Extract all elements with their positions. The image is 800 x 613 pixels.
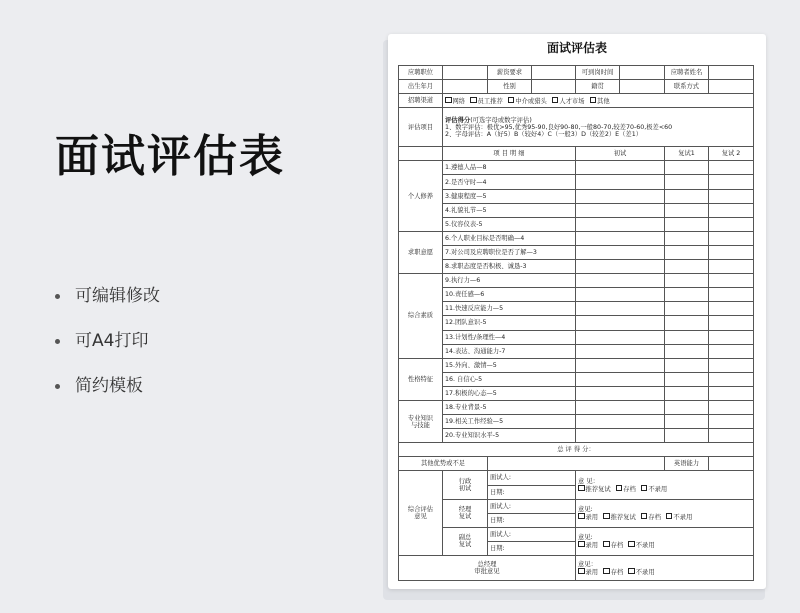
option-checkbox[interactable] (628, 542, 654, 549)
score-cell[interactable] (709, 415, 754, 429)
item-label: 18.专业背景-5 (443, 400, 576, 414)
score-cell[interactable] (576, 203, 665, 217)
checkbox-icon (590, 97, 597, 104)
score-cell[interactable] (576, 386, 665, 400)
text-label: 录用 (585, 513, 599, 521)
item-label: 12.团队意识-5 (443, 316, 576, 330)
channel-option[interactable] (470, 98, 503, 105)
date-field[interactable]: 日期: (488, 485, 576, 499)
field-value[interactable] (709, 66, 754, 80)
score-cell[interactable] (665, 415, 709, 429)
opinion-label (399, 471, 443, 556)
score-cell[interactable] (665, 260, 709, 274)
opinion-row (399, 527, 754, 541)
field-value[interactable] (532, 66, 576, 80)
form-title: 面试评估表 (546, 41, 607, 55)
score-cell[interactable] (576, 245, 665, 259)
score-cell[interactable] (665, 245, 709, 259)
checkbox-icon (578, 485, 585, 492)
checkbox-icon (641, 485, 648, 492)
score-cell[interactable] (665, 175, 709, 189)
text-label: 存档 (623, 485, 636, 493)
score-cell[interactable] (709, 245, 754, 259)
score-cell[interactable] (576, 217, 665, 231)
interviewer-field[interactable]: 面试人: (488, 527, 576, 541)
field-label: 可到岗时间 (576, 66, 620, 80)
field-value[interactable] (443, 80, 488, 94)
checkbox-icon (603, 541, 610, 548)
score-cell[interactable] (576, 330, 665, 344)
field-label: 性别 (488, 80, 532, 94)
channel-label: 招聘渠道 (399, 94, 443, 108)
item-label: 11.快速反应能力—5 (443, 302, 576, 316)
text-label: 审批意见 (474, 568, 500, 575)
item-row (399, 302, 754, 316)
text-label: 存档 (648, 513, 661, 521)
round-label (443, 499, 488, 527)
item-label: 10.责任感—6 (443, 288, 576, 302)
item-row (399, 386, 754, 400)
option-checkbox[interactable] (666, 514, 692, 521)
item-row (399, 288, 754, 302)
field-value[interactable] (620, 66, 665, 80)
text-label: 员工推荐 (477, 97, 503, 105)
item-row (399, 344, 754, 358)
text-label: 综合评估 (407, 506, 434, 514)
score-cell[interactable] (665, 372, 709, 386)
item-row (399, 358, 754, 372)
checkbox-icon (552, 97, 559, 104)
item-label: 1.遵德人品—8 (443, 161, 576, 175)
item-row (399, 189, 754, 203)
item-label: 13.计划性/条理性—4 (443, 330, 576, 344)
score-cell[interactable] (665, 288, 709, 302)
score-cell[interactable] (576, 189, 665, 203)
field-value[interactable] (620, 80, 665, 94)
item-row (399, 203, 754, 217)
item-row (399, 429, 754, 443)
channel-row (399, 94, 754, 108)
score-cell[interactable] (665, 344, 709, 358)
score-cell[interactable] (709, 316, 754, 330)
group-label: 综合素质 (399, 274, 443, 359)
score-cell[interactable] (576, 429, 665, 443)
checkbox-icon (628, 568, 635, 575)
interviewer-field[interactable]: 面试人: (488, 471, 576, 485)
field-value[interactable] (532, 80, 576, 94)
checkbox-icon (578, 513, 585, 520)
date-field[interactable]: 日期: (488, 513, 576, 527)
item-row (399, 274, 754, 288)
text-label: 存档 (610, 568, 624, 576)
item-row (399, 415, 754, 429)
text-label: 意见： (578, 560, 597, 568)
option-checkbox[interactable] (616, 486, 636, 493)
column-header: 项 目 明 细 (443, 147, 576, 161)
option-checkbox[interactable] (603, 514, 636, 521)
score-cell[interactable] (709, 330, 754, 344)
field-label: 薪资要求 (488, 66, 532, 80)
text-label: 与技能 (411, 421, 430, 429)
text-label: 不录用 (648, 485, 668, 493)
field-label: 联系方式 (665, 80, 709, 94)
form-paper (388, 34, 766, 589)
text-label: 总经理 (477, 561, 497, 568)
option-checkbox[interactable] (628, 569, 654, 576)
feature-item: 可A4打印 (55, 330, 160, 352)
round-opinion (576, 499, 754, 527)
group-label: 性格特征 (399, 358, 443, 400)
text-label: 意见: (578, 533, 593, 541)
score-cell[interactable] (665, 330, 709, 344)
text-label: 其他 (597, 97, 610, 105)
eval-note (443, 108, 754, 147)
field-label: 应聘者姓名 (665, 66, 709, 80)
item-label: 14.表达、沟通能力-7 (443, 344, 576, 358)
score-cell[interactable] (709, 260, 754, 274)
item-row (399, 400, 754, 414)
column-header: 初试 (576, 147, 665, 161)
channel-options (443, 94, 754, 108)
text-label: 评估得分 (445, 116, 471, 124)
interviewer-field[interactable]: 面试人: (488, 499, 576, 513)
score-cell[interactable] (665, 217, 709, 231)
score-cell[interactable] (709, 358, 754, 372)
item-label: 4.礼貌礼节—5 (443, 203, 576, 217)
field-value[interactable] (443, 66, 488, 80)
score-cell[interactable] (709, 344, 754, 358)
item-row (399, 316, 754, 330)
score-cell[interactable] (709, 302, 754, 316)
score-cell[interactable] (709, 217, 754, 231)
group-label: 个人修养 (399, 161, 443, 231)
info-row (399, 80, 754, 94)
option-checkbox[interactable] (578, 542, 598, 549)
field-label: 籍贯 (576, 80, 620, 94)
option-checkbox[interactable] (578, 569, 598, 576)
text-label: 行政 (458, 478, 472, 486)
channel-option[interactable] (590, 98, 610, 105)
score-cell[interactable] (576, 316, 665, 330)
score-cell[interactable] (665, 231, 709, 245)
score-cell[interactable] (709, 429, 754, 443)
option-checkbox[interactable] (578, 514, 598, 521)
checkbox-icon (603, 513, 610, 520)
score-cell[interactable] (665, 316, 709, 330)
text-label: 录用 (585, 568, 599, 576)
item-label: 17.积极的心态—5 (443, 386, 576, 400)
score-cell[interactable] (665, 302, 709, 316)
eval-note-row (399, 108, 754, 147)
item-row (399, 161, 754, 175)
score-cell[interactable] (665, 189, 709, 203)
other-label: 其他优势或不足 (399, 457, 488, 471)
text-label: 不录用 (673, 513, 693, 521)
score-cell[interactable] (576, 260, 665, 274)
channel-option[interactable] (508, 98, 547, 105)
item-label: 2.是否守时—4 (443, 175, 576, 189)
item-label: 9.执行力—6 (443, 274, 576, 288)
checkbox-icon (508, 97, 515, 104)
round-label (443, 527, 488, 555)
item-label: 5.仪容仪表-5 (443, 217, 576, 231)
score-cell[interactable] (576, 344, 665, 358)
item-label: 16. 自信心-5 (443, 372, 576, 386)
score-cell[interactable] (709, 161, 754, 175)
option-checkbox[interactable] (603, 542, 623, 549)
text-label: 录用 (585, 541, 599, 549)
text-label: 推荐复试 (585, 485, 611, 493)
page-heading: 面试评估表 (55, 131, 285, 182)
item-row (399, 330, 754, 344)
score-cell[interactable] (665, 429, 709, 443)
item-label: 15.外向、激情—5 (443, 358, 576, 372)
score-cell[interactable] (709, 231, 754, 245)
field-value[interactable] (709, 80, 754, 94)
checkbox-icon (616, 485, 623, 492)
score-cell[interactable] (665, 274, 709, 288)
item-label: 20.专业知识水平-5 (443, 429, 576, 443)
checkbox-icon (666, 513, 673, 520)
score-cell[interactable] (709, 203, 754, 217)
item-label: 7.对公司及应聘职位是否了解—3 (443, 245, 576, 259)
text-label: 1、数字评估：极优>95,优秀95-90,良好90-80,一般80-70,较差70-60,极差<60 (445, 123, 673, 131)
score-cell[interactable] (665, 203, 709, 217)
item-label: 6.个人职业目标是否明确—4 (443, 231, 576, 245)
score-cell[interactable] (576, 415, 665, 429)
round-opinion (576, 471, 754, 499)
text-label: 经理 (458, 506, 472, 514)
item-label: 3.健康程度—5 (443, 189, 576, 203)
text-label: 副总 (458, 534, 472, 542)
item-row (399, 372, 754, 386)
text-label: 人才市场 (559, 97, 585, 105)
option-checkbox[interactable] (641, 514, 661, 521)
score-cell[interactable] (665, 386, 709, 400)
feature-item: 简约模板 (55, 375, 160, 397)
item-row (399, 175, 754, 189)
item-label: 19.相关工作经验—5 (443, 415, 576, 429)
text-label: (可选字母或数字评估) (470, 116, 532, 124)
english-value[interactable] (709, 457, 754, 471)
score-cell[interactable] (709, 175, 754, 189)
score-cell[interactable] (665, 161, 709, 175)
item-label: 8.求职态度是否积极、诚恳-3 (443, 260, 576, 274)
round-label (443, 471, 488, 499)
score-cell[interactable] (576, 231, 665, 245)
text-label: 中介或猎头 (515, 97, 547, 105)
checkbox-icon (578, 568, 585, 575)
text-label: 专业知识 (407, 414, 434, 422)
text-label: 不录用 (635, 568, 655, 576)
item-row (399, 260, 754, 274)
score-cell[interactable] (576, 274, 665, 288)
item-row (399, 245, 754, 259)
score-cell[interactable] (665, 358, 709, 372)
text-label: 初试 (458, 485, 472, 493)
checkbox-icon (628, 541, 635, 548)
score-cell[interactable] (709, 372, 754, 386)
score-cell[interactable] (709, 274, 754, 288)
date-field[interactable]: 日期: (488, 541, 576, 555)
channel-option[interactable] (552, 98, 585, 105)
text-label: 意见: (578, 505, 593, 513)
column-header: 复试1 (665, 147, 709, 161)
text-label: 意 见： (578, 477, 599, 485)
score-cell[interactable] (576, 175, 665, 189)
gm-opinion (576, 556, 754, 581)
group-label: 求职意愿 (399, 231, 443, 273)
info-row (399, 66, 754, 80)
other-value[interactable] (488, 457, 665, 471)
score-cell[interactable] (709, 386, 754, 400)
text-label: 复试 (458, 541, 472, 549)
text-label: 推荐复试 (610, 513, 636, 521)
checkbox-icon (445, 97, 452, 104)
text-label: 意见 (414, 513, 427, 521)
opinion-row (399, 499, 754, 513)
score-cell[interactable] (576, 288, 665, 302)
option-checkbox[interactable] (641, 486, 667, 493)
score-cell[interactable] (709, 189, 754, 203)
item-row (399, 217, 754, 231)
score-cell[interactable] (576, 358, 665, 372)
checkbox-icon (603, 568, 610, 575)
text-label: 2、字母评估：A（好5）B（较好4）C（一般3）D（较差2）E（差1） (445, 130, 643, 138)
text-label: 网络 (452, 97, 466, 105)
total-score-label: 总 评 得 分： (399, 443, 754, 457)
checkbox-icon (470, 97, 477, 104)
column-header: 复试 2 (709, 147, 754, 161)
score-cell[interactable] (576, 302, 665, 316)
score-cell[interactable] (576, 161, 665, 175)
feature-item: 可编辑修改 (55, 285, 160, 307)
score-cell[interactable] (665, 400, 709, 414)
total-row (399, 443, 754, 457)
text-label: 复试 (458, 513, 472, 521)
channel-option[interactable] (445, 98, 465, 105)
eval-label: 评估项目 (399, 108, 443, 147)
english-label: 英语能力 (665, 457, 709, 471)
feature-list (55, 285, 160, 420)
round-opinion (576, 527, 754, 555)
field-label: 应聘职位 (399, 66, 443, 80)
gm-row (399, 556, 754, 581)
score-cell[interactable] (709, 400, 754, 414)
opinion-row (399, 471, 754, 485)
score-cell[interactable] (576, 400, 665, 414)
item-row (399, 231, 754, 245)
text-label: 存档 (610, 541, 624, 549)
checkbox-icon (578, 541, 585, 548)
group-label (399, 400, 443, 442)
gm-label (399, 556, 576, 581)
evaluation-form (398, 65, 754, 581)
score-cell[interactable] (576, 372, 665, 386)
column-header-row (399, 147, 754, 161)
option-checkbox[interactable] (578, 486, 611, 493)
checkbox-icon (641, 513, 648, 520)
score-cell[interactable] (709, 288, 754, 302)
text-label: 不录用 (635, 541, 655, 549)
field-label: 出生年月 (399, 80, 443, 94)
option-checkbox[interactable] (603, 569, 623, 576)
other-row (399, 457, 754, 471)
